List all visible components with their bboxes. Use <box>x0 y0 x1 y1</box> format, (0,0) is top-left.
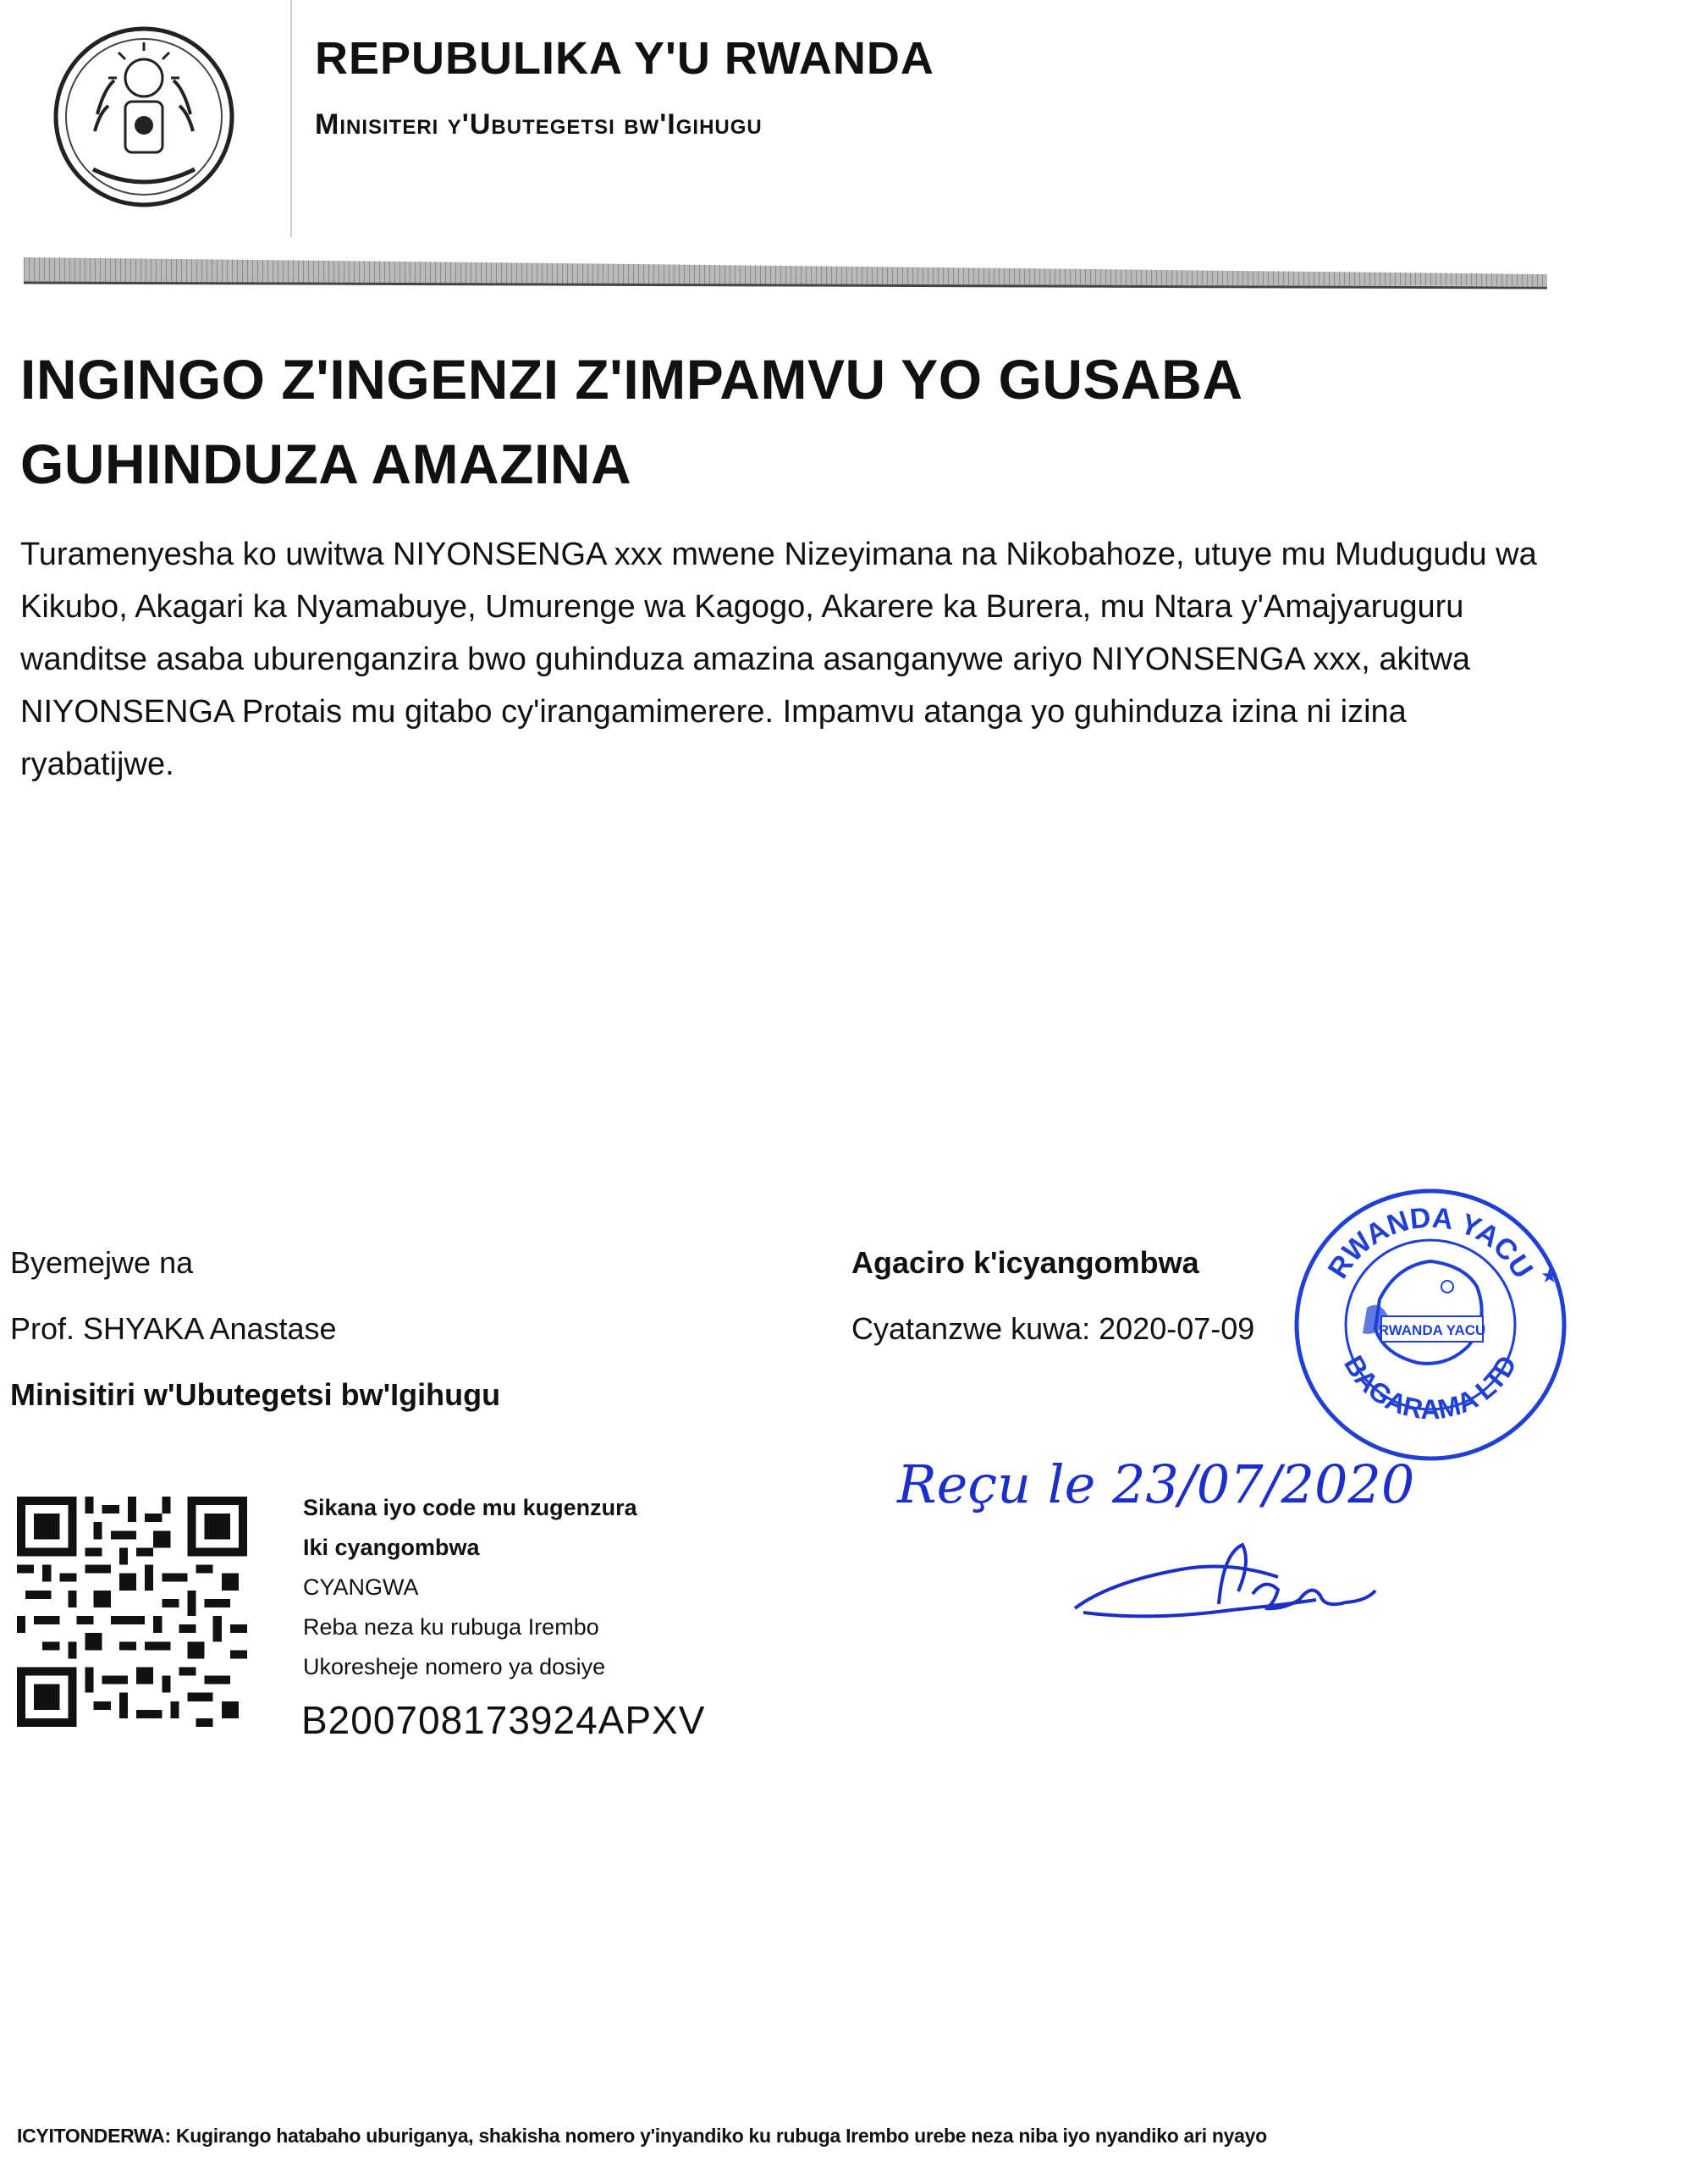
rwanda-coat-of-arms-icon <box>34 17 254 216</box>
validity-block <box>851 1246 1254 1346</box>
approved-by-label: Byemejwe na <box>10 1245 194 1280</box>
country-name: REPUBULIKA Y'U RWANDA <box>315 33 934 84</box>
minister-name: Prof. SHYAKA Anastase <box>10 1311 337 1346</box>
footer-note <box>17 2125 1267 2148</box>
footer-text: Kugirango hatabaho uburiganya, shakisha nomero y'inyandiko ku rubuga Irembo urebe neza niba iyo nyandiko ari nyayo <box>175 2125 1267 2147</box>
header-divider <box>290 0 292 237</box>
handwritten-note-and-signature <box>889 1409 1583 1655</box>
footer-label: ICYITONDERWA: <box>17 2125 171 2147</box>
verification-instructions <box>303 1488 637 1687</box>
ministry-name: Minisiteri y'Ubutegetsi bw'Igihugu <box>315 108 763 141</box>
validity-label: Agaciro k'icyangombwa <box>851 1245 1199 1280</box>
svg-text:★: ★ <box>1540 1264 1559 1288</box>
verify-line-1: Sikana iyo code mu kugenzura <box>303 1495 637 1520</box>
verify-line-5: Ukoresheje nomero ya dosiye <box>303 1654 606 1679</box>
stamp-center-text: RWANDA YACU <box>1378 1322 1486 1338</box>
minister-title: Minisitiri w'Ubutegetsi bw'Igihugu <box>10 1377 501 1412</box>
stamp-top-text: RWANDA YACU <box>1321 1201 1540 1285</box>
document-body: Turamenyesha ko uwitwa NIYONSENGA xxx mwene Nizeyimana na Nikobahoze, utuye mu Mudugudu wa Kikubo, Akagari ka Nyamabuye, Umurenge wa Kagogo, Akarere ka Burera, mu Ntara y'Amajyaruguru wanditse asaba uburenganzira bwo guhinduza amazina asanganywe ariyo NIYONSENGA xxx, akitwa NIYONSENGA Protais mu gitabo cy'irangamimerere. Impamvu atanga yo guhinduza izina ni izina ryabatijwe. <box>20 537 1537 782</box>
document-title: INGINGO Z'INGENZI Z'IMPAMVU YO GUSABA GUHINDUZA AMAZINA <box>20 348 1242 495</box>
stamp-bottom-text: BAGARAMA LTD <box>1338 1350 1523 1425</box>
header-bar <box>24 254 1547 291</box>
verify-line-4: Reba neza ku rubuga Irembo <box>303 1614 599 1640</box>
dossier-number: B200708173924APXV <box>301 1698 706 1742</box>
handwritten-note: Reçu le 23/07/2020 <box>897 1453 1415 1515</box>
verify-line-3: CYANGWA <box>303 1574 419 1600</box>
approval-block <box>10 1246 500 1412</box>
verify-line-2: Iki cyangombwa <box>303 1535 480 1560</box>
qr-code-icon <box>17 1495 247 1729</box>
issue-date: Cyatanzwe kuwa: 2020-07-09 <box>851 1311 1255 1346</box>
